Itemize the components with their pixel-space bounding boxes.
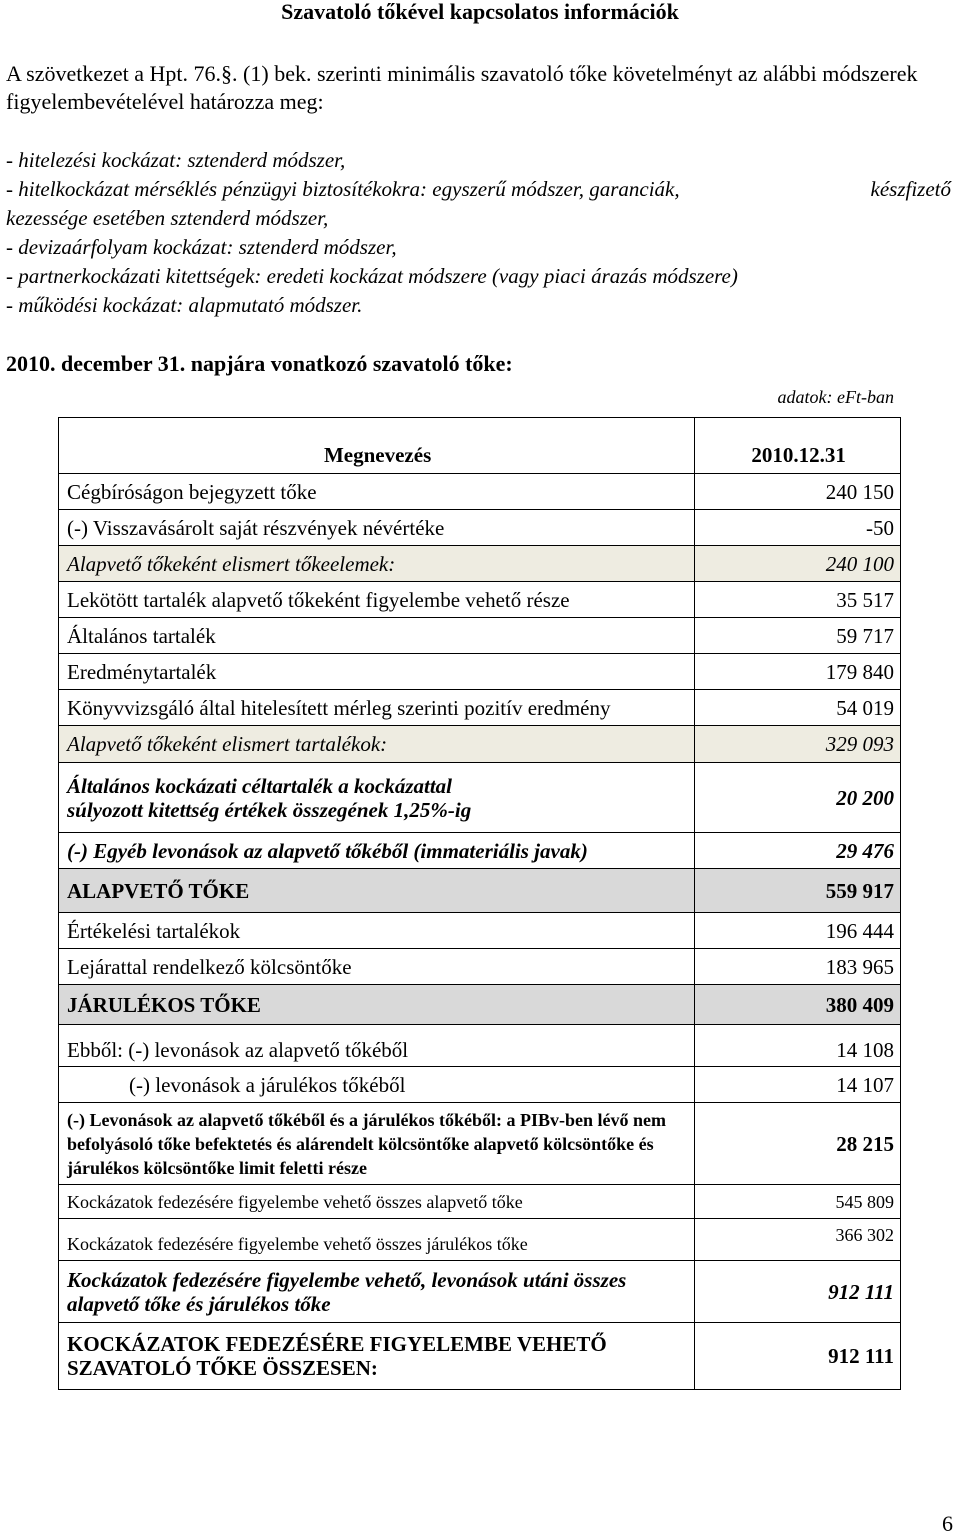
table-row (59, 833, 901, 869)
table-row (59, 1103, 901, 1185)
row-value: 183 965 (695, 949, 901, 985)
row-label: Kockázatok fedezésére figyelembe vehető összes járulékos tőke (59, 1219, 695, 1261)
row-label: Cégbíróságon bejegyzett tőke (59, 474, 695, 510)
table-row (59, 654, 901, 690)
table-row (59, 913, 901, 949)
capital-table (58, 417, 901, 1390)
row-label: Ebből: (-) levonások az alapvető tőkéből (59, 1025, 695, 1067)
row-label: Kockázatok fedezésére figyelembe vehető összes alapvető tőke (59, 1185, 695, 1219)
row-value: 54 019 (695, 690, 901, 726)
table-row (59, 985, 901, 1025)
column-header-date: 2010.12.31 (695, 418, 901, 474)
row-value: 240 100 (695, 546, 901, 582)
row-label: Lejárattal rendelkező kölcsöntőke (59, 949, 695, 985)
row-label: JÁRULÉKOS TŐKE (59, 985, 695, 1025)
row-label: Lekötött tartalék alapvető tőkeként figyelembe vehető része (59, 582, 695, 618)
units-note: adatok: eFt-ban (777, 387, 894, 407)
row-label: ALAPVETŐ TŐKE (59, 869, 695, 913)
row-value: 240 150 (695, 474, 901, 510)
table-row (59, 690, 901, 726)
table-row (59, 546, 901, 582)
row-label: KOCKÁZATOK FEDEZÉSÉRE FIGYELEMBE VEHETŐ SZAVATOLÓ TŐKE ÖSSZESEN: (59, 1323, 695, 1390)
method-line-left: - hitelkockázat mérséklés pénzügyi biztosítékokra: egyszerű módszer, garanciák, (6, 177, 680, 201)
row-label: Alapvető tőkeként elismert tőkeelemek: (59, 546, 695, 582)
row-label: Eredménytartalék (59, 654, 695, 690)
section-heading: 2010. december 31. napjára vonatkozó szavatoló tőke: (6, 351, 513, 376)
table-row (59, 726, 901, 763)
page-number: 6 (942, 1511, 953, 1536)
method-line: - partnerkockázati kitettségek: eredeti kockázat módszere (vagy piaci árazás módszere) (6, 264, 738, 288)
row-value: 14 108 (695, 1025, 901, 1067)
table-row (59, 949, 901, 985)
row-value: 329 093 (695, 726, 901, 763)
table-row (59, 763, 901, 833)
table-row (59, 582, 901, 618)
row-value: -50 (695, 510, 901, 546)
method-line: kezessége esetében sztenderd módszer, (6, 206, 329, 230)
row-value: 912 111 (695, 1323, 901, 1390)
row-value: 29 476 (695, 833, 901, 869)
row-value: 545 809 (695, 1185, 901, 1219)
method-line-right: készfizető (870, 177, 951, 201)
table-header-row (59, 418, 901, 474)
row-value: 559 917 (695, 869, 901, 913)
row-label: Általános tartalék (59, 618, 695, 654)
row-value: 366 302 (695, 1219, 901, 1261)
row-label: (-) Visszavásárolt saját részvények névértéke (59, 510, 695, 546)
table-row (59, 1219, 901, 1261)
row-value: 59 717 (695, 618, 901, 654)
row-value: 14 107 (695, 1067, 901, 1103)
row-label: (-) levonások a járulékos tőkéből (59, 1067, 695, 1103)
row-label: Általános kockázati céltartalék a kockázattal súlyozott kitettség értékek összegének 1,25%-ig (59, 763, 695, 833)
table-row (59, 510, 901, 546)
row-value: 196 444 (695, 913, 901, 949)
row-label: (-) Egyéb levonások az alapvető tőkéből (immateriális javak) (59, 833, 695, 869)
table-row (59, 869, 901, 913)
table-row (59, 1323, 901, 1390)
row-label: Könyvvizsgáló által hitelesített mérleg szerinti pozitív eredmény (59, 690, 695, 726)
row-value: 912 111 (695, 1261, 901, 1323)
row-label: Értékelési tartalékok (59, 913, 695, 949)
row-value: 28 215 (695, 1103, 901, 1185)
intro-paragraph: A szövetkezet a Hpt. 76.§. (1) bek. szerinti minimális szavatoló tőke követelményt az alábbi módszerek figyelembevételével határozza meg: (6, 61, 918, 114)
column-header-name: Megnevezés (59, 418, 695, 474)
row-label: Alapvető tőkeként elismert tartalékok: (59, 726, 695, 763)
method-line: - működési kockázat: alapmutató módszer. (6, 293, 363, 317)
methods-list (6, 146, 956, 320)
method-line (6, 175, 951, 204)
row-label: (-) Levonások az alapvető tőkéből és a járulékos tőkéből: a PIBv-ben lévő nem befolyásoló tőke befektetés és alárendelt kölcsöntőke alapvető kölcsöntőke és járulékos kölcsöntőke limit feletti része (59, 1103, 695, 1185)
table-row (59, 1261, 901, 1323)
table-row (59, 474, 901, 510)
table-row (59, 1185, 901, 1219)
row-value: 380 409 (695, 985, 901, 1025)
method-line: - hitelezési kockázat: sztenderd módszer, (6, 148, 346, 172)
table-row (59, 618, 901, 654)
table-row (59, 1067, 901, 1103)
row-value: 20 200 (695, 763, 901, 833)
row-value: 179 840 (695, 654, 901, 690)
document-title: Szavatoló tőkével kapcsolatos információk (281, 0, 679, 24)
row-label: Kockázatok fedezésére figyelembe vehető, levonások utáni összes alapvető tőke és járulékos tőke (59, 1261, 695, 1323)
row-value: 35 517 (695, 582, 901, 618)
method-line: - devizaárfolyam kockázat: sztenderd módszer, (6, 235, 397, 259)
table-row (59, 1025, 901, 1067)
